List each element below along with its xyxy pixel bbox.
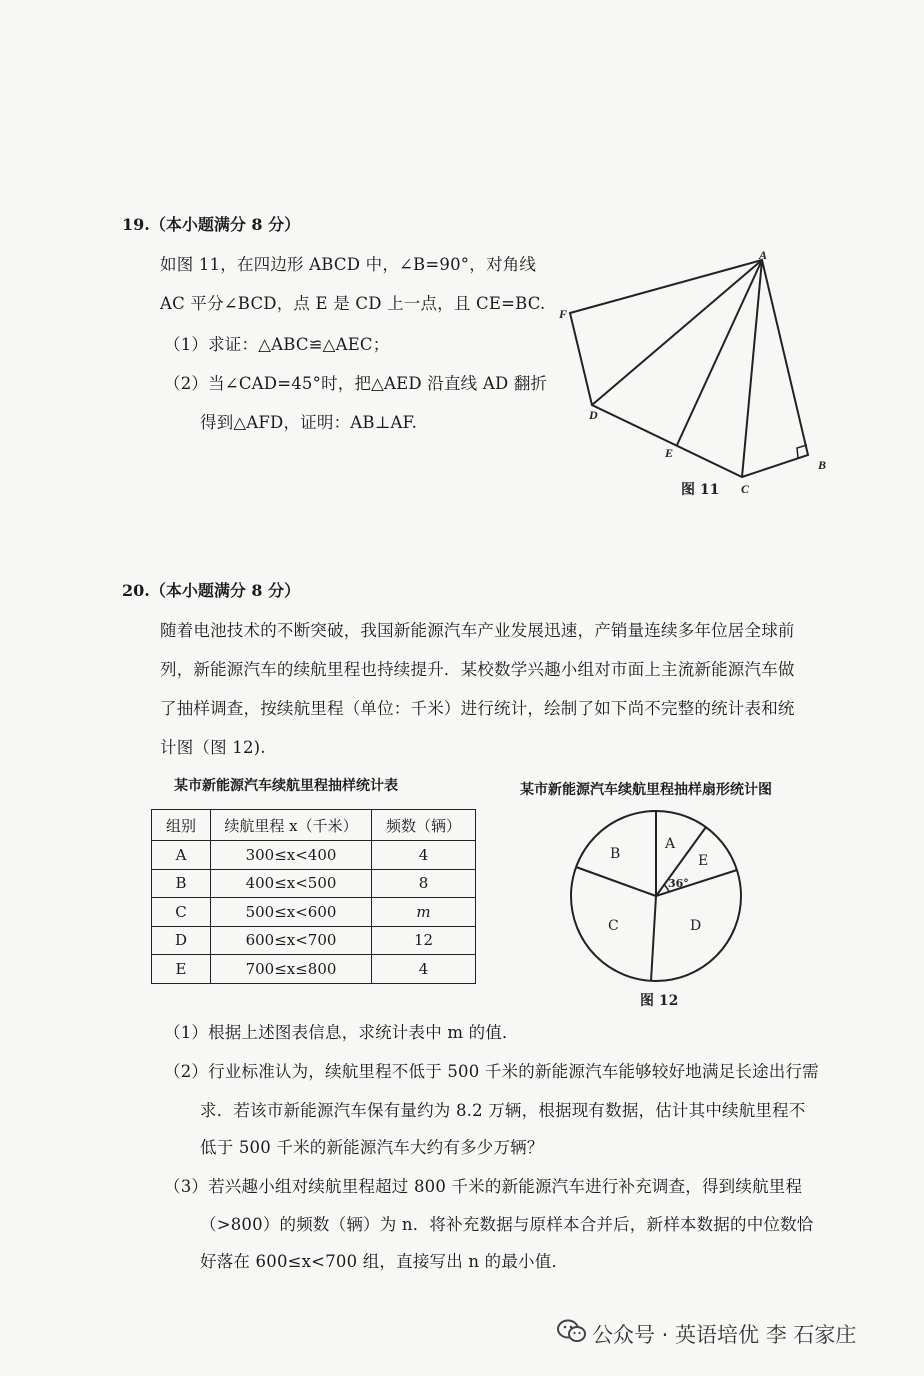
table-row — [152, 926, 476, 955]
table-row — [152, 841, 476, 870]
cell-range: 400≤x<500 — [211, 869, 372, 898]
segment-AC — [742, 260, 762, 477]
wechat-icon — [556, 1318, 588, 1344]
cell-group: A — [152, 841, 211, 870]
table-title: 某市新能源汽车续航里程抽样统计表 — [174, 778, 398, 794]
q19-part-2-cont: 得到△AFD，证明：AB⊥AF. — [200, 413, 418, 432]
cell-range: 700≤x≤800 — [211, 955, 372, 984]
cell-range: 500≤x<600 — [211, 898, 372, 927]
cell-frequency: m — [372, 898, 476, 927]
table-row — [152, 955, 476, 984]
stats-table — [151, 809, 476, 984]
q20-header: 20.（本小题满分 8 分） — [122, 581, 301, 600]
figure-11-caption: 图 11 — [681, 482, 720, 498]
cell-range: 300≤x<400 — [211, 841, 372, 870]
segment-AD — [592, 260, 762, 405]
q20-intro-4: 计图（图 12). — [160, 738, 266, 757]
pie-radius — [576, 867, 656, 896]
table-row — [152, 898, 476, 927]
q19-part-1: （1）求证：△ABC≌△AEC； — [164, 335, 390, 354]
q20-part-2-cont-2: 低于 500 千米的新能源汽车大约有多少万辆？ — [200, 1138, 544, 1157]
q19-header: 19.（本小题满分 8 分） — [122, 215, 301, 234]
q19-part-2: （2）当∠CAD=45°时，把△AED 沿直线 AD 翻折 — [164, 374, 548, 393]
q19-line-2: AC 平分∠BCD，点 E 是 CD 上一点，且 CE=BC. — [160, 294, 546, 313]
pie-radius — [651, 896, 656, 981]
table-header-row — [152, 810, 476, 841]
label-A: A — [759, 248, 768, 262]
pie-label-C: C — [608, 918, 619, 934]
cell-frequency: 4 — [372, 841, 476, 870]
label-C: C — [741, 482, 750, 496]
figure-12-caption: 图 12 — [640, 993, 679, 1009]
q20-intro-1: 随着电池技术的不断突破，我国新能源汽车产业发展迅速，产销量连续多年位居全球前 — [160, 621, 795, 640]
segment-AE — [677, 260, 762, 445]
q20-part-3: （3）若兴趣小组对续航里程超过 800 千米的新能源汽车进行补充调查，得到续航里程 — [164, 1177, 803, 1196]
cell-group: D — [152, 926, 211, 955]
q20-intro-2: 列，新能源汽车的续航里程也持续提升．某校数学兴趣小组对市面上主流新能源汽车做 — [160, 660, 795, 679]
pie-label-E: E — [698, 853, 709, 869]
cell-frequency: 12 — [372, 926, 476, 955]
pie-label-A: A — [665, 836, 676, 852]
q20-part-3-cont-1: （>800）的频数（辆）为 n．将补充数据与原样本合并后，新样本数据的中位数恰 — [200, 1215, 814, 1234]
q20-part-2: （2）行业标准认为，续航里程不低于 500 千米的新能源汽车能够较好地满足长途出行需 — [164, 1062, 819, 1081]
pie-angle-label: 36° — [668, 877, 689, 890]
label-E: E — [665, 446, 674, 460]
cell-range: 600≤x<700 — [211, 926, 372, 955]
q20-part-1: （1）根据上述图表信息，求统计表中 m 的值． — [164, 1023, 519, 1042]
q20-part-3-cont-2: 好落在 600≤x<700 组，直接写出 n 的最小值． — [200, 1252, 569, 1271]
header-range: 续航里程 x（千米） — [211, 810, 372, 841]
table-row — [152, 869, 476, 898]
header-frequency: 频数（辆） — [372, 810, 476, 841]
q20-intro-3: 了抽样调查，按续航里程（单位：千米）进行统计，绘制了如下尚不完整的统计表和统 — [160, 699, 795, 718]
quadrilateral-outline — [570, 260, 808, 477]
pie-title: 某市新能源汽车续航里程抽样扇形统计图 — [520, 782, 772, 798]
pie-chart — [560, 800, 760, 1015]
cell-group: B — [152, 869, 211, 898]
label-B: B — [818, 458, 827, 472]
label-D: D — [589, 408, 598, 422]
q20-part-2-cont-1: 求．若该市新能源汽车保有量约为 8.2 万辆，根据现有数据，估计其中续航里程不 — [200, 1101, 806, 1120]
pie-label-D: D — [690, 918, 702, 934]
pie-label-B: B — [610, 846, 621, 862]
q19-line-1: 如图 11，在四边形 ABCD 中，∠B=90°，对角线 — [160, 255, 537, 274]
header-group: 组别 — [152, 810, 211, 841]
label-F: F — [559, 307, 568, 321]
watermark-text: 公众号 · 英语培优 李 石家庄 — [592, 1323, 857, 1347]
cell-frequency: 8 — [372, 869, 476, 898]
cell-group: C — [152, 898, 211, 927]
figure-11 — [550, 245, 850, 510]
cell-group: E — [152, 955, 211, 984]
cell-frequency: 4 — [372, 955, 476, 984]
